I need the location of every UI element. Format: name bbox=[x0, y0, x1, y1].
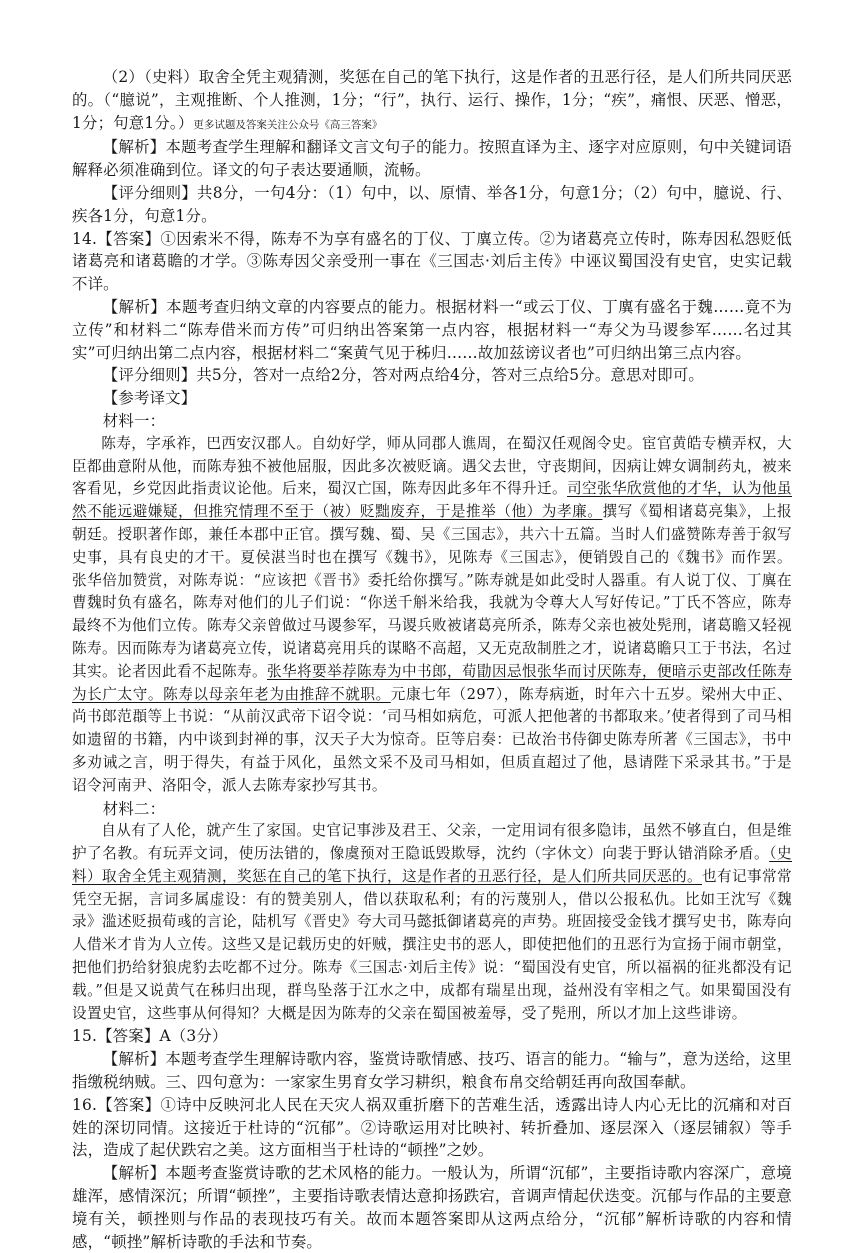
q15-analysis: 【解析】本题考查学生理解诗歌内容，鉴赏诗歌情感、技巧、语言的能力。“输与”，意为送给，这里指缴税纳贼。三、四句意为：一家家生男育女学习耕织，粮食布帛交给朝廷再向敌国奉献。 bbox=[72, 1050, 792, 1092]
m1-underlined-2: 张华将要举荐陈寿为中书郎，荀勖因忌恨张华而讨厌陈寿，便暗示吏部改任陈寿为长广太守。陈寿以母亲年老为由推辞不就职。 bbox=[72, 662, 792, 703]
m1-part-b: 撰写《蜀相诸葛亮集》，上报朝廷。授职著作郎，兼任本郡中正官。撰写魏、蜀、吴《三国志》，共六十五篇。当时人们盛赞陈寿善于叙写史事，具有良史的才干。夏侯湛当时也在撰写《魏书》，见陈寿《三国志》，便销毁自己的《魏书》而作罢。张华倍加赞赏，对陈寿说：“应该把《晋书》委托给你撰写。”陈寿就是如此受时人器重。有人说丁仪、丁廙在曹魏时负有盛名，陈寿对他们的儿子们说：“你送千斛米给我，我就为令尊大人写好传记。”丁氏不答应，陈寿最终不为他们立传。陈寿父亲曾做过马谡参军，马谡兵败被诸葛亮所杀，陈寿父亲也被处髡刑，诸葛瞻又轻视陈寿。因而陈寿为诸葛亮立传，说诸葛亮用兵的谋略不高超，又无克敌制胜之才，说诸葛瞻只工于书法，名过其实。论者因此看不起陈寿。 bbox=[72, 503, 792, 680]
m1-underlined-1: 司空张华欣赏他的才华，认为他虽然不能远避嫌疑，但推究情理不至于（被）贬黜废弃，于是推举（他）为孝廉。 bbox=[72, 480, 792, 521]
m1-part-a: 陈寿，字承祚，巴西安汉郡人。自幼好学，师从同郡人谯周，在蜀汉任观阁令史。宦官黄皓专横弄权，大臣都曲意附从他，而陈寿独不被他屈服，因此多次被贬谪。遇父去世，守丧期间，因病让婢女调制药丸，被来客看见，乡党因此指责议论他。后来，蜀汉亡国，陈寿因此多年不得升迁。 bbox=[72, 434, 792, 498]
q13-translation-2 bbox=[72, 66, 792, 136]
q14-answer: 14.【答案】①因索米不得，陈寿不为享有盛名的丁仪、丁廙立传。②为诸葛亮立传时，陈寿因私怨贬低诸葛亮和诸葛瞻的才学。③陈寿因父亲受刑一事在《三国志·刘后主传》中诬议蜀国没有史官，史实记载不详。 bbox=[72, 229, 792, 294]
material-2-translation bbox=[72, 820, 792, 1025]
material-1-translation bbox=[72, 433, 792, 798]
document-page bbox=[72, 66, 792, 1253]
material-1-heading: 材料一： bbox=[102, 411, 166, 430]
q13-scoring: 【评分细则】共8分，一句4分：（1）句中，以、原情、举各1分，句意1分；（2）句中，臆说、行、疾各1分，句意1分。 bbox=[72, 183, 792, 225]
m2-part-a: 自从有了人伦，就产生了家国。史官记事涉及君王、父亲，一定用词有很多隐讳，虽然不够直白，但是维护了名教。有玩弄文词，使历法错的，像虞预对王隐诋毁欺辱，沈约（字休文）向裴于野认错消除矛盾。 bbox=[72, 822, 792, 863]
q13-line1: （2）（史料）取舍全凭主观猜测，奖惩在自己的笔下执行，这是作者的丑恶行径，是人们所共同厌恶的。（“臆说”，主观推断、个人推测，1分；“行”，执行、运行、操作，1分；“疾”，痛恨、厌恶、憎恶，1分；句意1分。） bbox=[72, 68, 792, 132]
m2-part-b: 也有记事常常凭空无据，言词多属虚设：有的赞美别人，借以获取私利；有的污蔑别人，借以公报私仇。比如王沈写《魏录》滥述贬损荀彧的言论，陆机写《晋史》夸大司马懿抵御诸葛亮的声势。班固接受金钱才撰写史书，陈寿向人借米才肯为人立传。这些又是记载历史的奸贼，撰注史书的恶人，即使把他们的丑恶行为宣扬于闹市朝堂，把他们扔给豺狼虎豹去吃都不过分。陈寿《三国志·刘后主传》说：“蜀国没有史官，所以福祸的征兆都没有记载。”但是又说黄气在秭归出现，群鸟坠落于江水之中，成都有瑞星出现，益州没有宰相之气。如果蜀国没有设置史官，这些事从何得知？大概是因为陈寿的父亲在蜀国被羞辱，受了髡刑，所以才加上这些诽谤。 bbox=[72, 867, 792, 1022]
q16-analysis: 【解析】本题考查鉴赏诗歌的艺术风格的能力。一般认为，所谓“沉郁”，主要指诗歌内容深广，意境雄浑，感情深沉；所谓“顿挫”，主要指诗歌表情达意抑扬跌宕，音调声情起伏迭变。沉郁与作品的主要意境有关，顿挫则与作品的表现技巧有关。故而本题答案即从这两点给分，“沉郁”解析诗歌的内容和情感，“顿挫”解析诗歌的手法和节奏。 bbox=[72, 1164, 792, 1251]
q16-answer: 16.【答案】①诗中反映河北人民在天灾人祸双重折磨下的苦难生活，透露出诗人内心无比的沉痛和对百姓的深切同情。这接近于杜诗的“沉郁”。②诗歌运用对比映衬、转折叠加、逐层深入（逐层铺叙）等手法，造成了起伏跌宕之美。这方面相当于杜诗的“顿挫”之妙。 bbox=[72, 1095, 792, 1160]
q14-scoring: 【评分细则】共5分，答对一点给2分，答对两点给4分，答对三点给5分。意思对即可。 bbox=[102, 366, 705, 385]
q15-answer: 15.【答案】A（3分） bbox=[72, 1027, 228, 1046]
material-2-heading: 材料二： bbox=[102, 799, 166, 818]
promo-note: 更多试题及答案关注公众号《高三答案》 bbox=[193, 118, 383, 131]
q14-analysis: 【解析】本题考查归纳文章的内容要点的能力。根据材料一“或云丁仪、丁廙有盛名于魏……竟不为立传”和材料二“陈寿借米而方传”可归纳出答案第一点内容，根据材料一“寿父为马谡参军……名过其实”可归纳出第二点内容，根据材料二“案黄气见于秭归……故加兹谤议者也”可归纳出第三点内容。 bbox=[72, 297, 792, 362]
m2-underlined: （史料）取舍全凭主观猜测，奖惩在自己的笔下执行，这是作者的丑恶行径，是人们所共同厌恶的。 bbox=[72, 845, 792, 885]
m1-part-c: 元康七年（297），陈寿病逝，时年六十五岁。梁州大中正、尚书郎范頵等上书说：“从前汉武帝下诏令说：‘司马相如病危，可派人把他著的书都取来。’使者得到了司马相如遗留的书籍，内中谈到封禅的事，汉天子大为惊奇。臣等启奏：已故治书侍御史陈寿所著《三国志》，书中多劝诫之言，明于得失，有益于风化，虽然文采不及司马相如，但质直超过了他，恳请陛下采录其书。”于是诏令河南尹、洛阳令，派人去陈寿家抄写其书。 bbox=[72, 685, 792, 794]
reference-translation-heading: 【参考译文】 bbox=[102, 389, 197, 408]
q13-analysis: 【解析】本题考查学生理解和翻译文言文句子的能力。按照直译为主、逐字对应原则，句中关键词语解释必须准确到位。译文的句子表达要通顺，流畅。 bbox=[72, 138, 792, 180]
